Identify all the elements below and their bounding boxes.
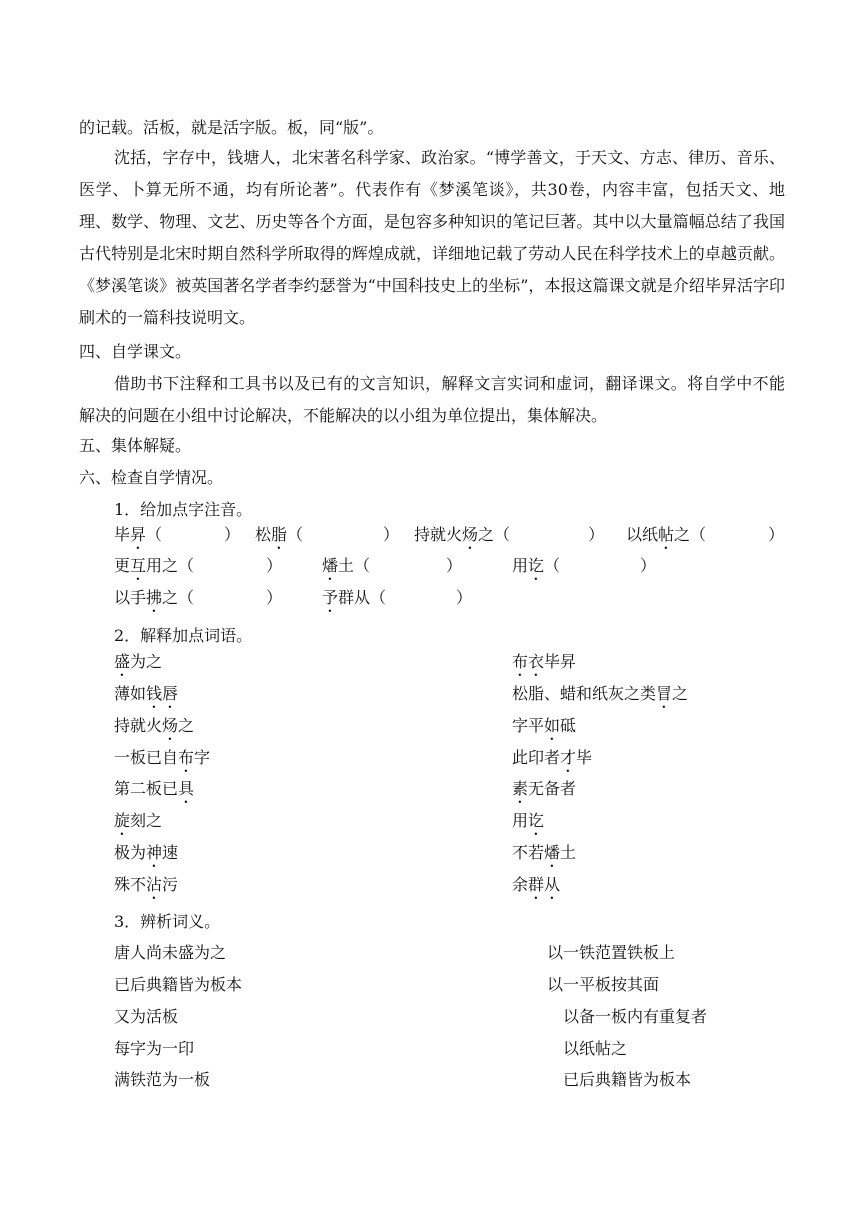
- section4-heading: 四、自学课文。: [79, 342, 192, 361]
- emphasized-word: 神: [146, 843, 163, 862]
- q1-item: 持就火炀之（ ）: [414, 525, 605, 544]
- emphasized-word: 讫: [528, 811, 545, 830]
- q2-left-item: 第二板已具: [114, 779, 195, 798]
- q3-right-item: 以一平板按其面: [547, 975, 660, 994]
- q2-left-item: 殊不沾污: [114, 875, 179, 894]
- emphasized-char: 讫: [528, 556, 545, 575]
- q1-item: 予群从（ ）: [322, 588, 473, 607]
- section6-heading: 六、检查自学情况。: [79, 468, 224, 487]
- q2-right-item: 此印者才毕: [512, 748, 593, 767]
- emphasized-char: 拂: [146, 588, 163, 607]
- emphasized-char: 互: [130, 556, 147, 575]
- q2-right-item: 不若燔土: [512, 843, 577, 862]
- q1-item: 毕昇（ ）: [114, 525, 241, 544]
- q3-right-item: 以备一板内有重复者: [563, 1007, 708, 1026]
- q2-left-item: 旋刻之: [114, 811, 163, 830]
- q2-title: 2．解释加点词语。: [114, 626, 253, 645]
- q3-left-item: 每字为一印: [114, 1039, 195, 1058]
- q1-item: 以纸帖之（ ）: [626, 525, 785, 544]
- q2-left-item: 极为神速: [114, 843, 179, 862]
- section5-heading: 五、集体解疑。: [79, 436, 192, 455]
- emphasized-char: 帖: [658, 525, 675, 544]
- q2-left-item: 薄如钱唇: [114, 684, 179, 703]
- q3-left-item: 已后典籍皆为板本: [114, 975, 243, 994]
- q1-item: 用讫（ ）: [512, 556, 657, 575]
- q1-title: 1．给加点字注音。: [114, 500, 253, 519]
- emphasized-word: 布衣: [512, 652, 545, 671]
- emphasized-word: 冒: [656, 684, 673, 703]
- q2-right-item: 松脂、蜡和纸灰之类冒之: [512, 684, 689, 703]
- emphasized-char: 脂: [271, 525, 288, 544]
- emphasized-char: 炀: [462, 525, 479, 544]
- emphasized-char: 燔: [322, 556, 339, 575]
- q3-right-item: 已后典籍皆为板本: [563, 1070, 692, 1089]
- emphasized-word: 群从: [528, 875, 561, 894]
- q3-left-item: 又为活板: [114, 1007, 179, 1026]
- q2-right-item: 余群从: [512, 875, 561, 894]
- q3-right-item: 以纸帖之: [563, 1039, 628, 1058]
- emphasized-word: 燔: [544, 843, 561, 862]
- emphasized-word: 才: [560, 748, 577, 767]
- q1-item: 更互用之（ ）: [114, 556, 283, 575]
- emphasized-word: 盛: [114, 652, 131, 671]
- q2-left-item: 一板已自布字: [114, 748, 211, 767]
- emphasized-word: 沾: [146, 875, 163, 894]
- emphasized-char: 予: [322, 588, 339, 607]
- emphasized-word: 具: [178, 779, 195, 798]
- q3-title: 3．辨析词义。: [114, 912, 221, 931]
- intro-tail-line: 的记载。活板，就是活字版。板，同“版”。: [79, 118, 384, 137]
- emphasized-word: 炀: [162, 716, 179, 735]
- shen-kuo-paragraph: 沈括，字存中，钱塘人，北宋著名科学家、政治家。“博学善文，于天文、方志、律历、音乐、医学、卜算无所不通，均有所论著”。代表作有《梦溪笔谈》，共30卷，内容丰富，包括天文、地理、数学、物理、文艺、历史等各个方面，是包容多种知识的笔记巨著。其中以大量篇幅总结了我国古代特别是北宋时期自然科学所取得的辉煌成就，详细地记载了劳动人民在科学技术上的卓越贡献。《梦溪笔谈》被英国著名学者李约瑟誉为“中国科技史上的坐标”，本报这篇课文就是介绍毕昇活字印刷术的一篇科技说明文。: [79, 148, 785, 327]
- emphasized-word: 素: [512, 779, 529, 798]
- q3-right-item: 以一铁范置铁板上: [547, 943, 676, 962]
- emphasized-char: 昇: [130, 525, 147, 544]
- q2-right-item: 布衣毕昇: [512, 652, 577, 671]
- q2-right-item: 用讫: [512, 811, 545, 830]
- q2-left-item: 持就火炀之: [114, 716, 195, 735]
- q2-left-item: 盛为之: [114, 652, 163, 671]
- emphasized-word: 旋: [114, 811, 131, 830]
- q2-right-item: 素无备者: [512, 779, 577, 798]
- q3-left-item: 满铁范为一板: [114, 1070, 211, 1089]
- q1-item: 松脂（ ）: [255, 525, 400, 544]
- q3-left-item: 唐人尚未盛为之: [114, 943, 227, 962]
- q1-item: 以手拂之（ ）: [114, 588, 283, 607]
- emphasized-word: 布: [178, 748, 195, 767]
- section4-body: 借助书下注释和工具书以及已有的文言知识，解释文言实词和虚词，翻译课文。将自学中不能解决的问题在小组中讨论解决，不能解决的以小组为单位提出，集体解决。: [79, 374, 785, 425]
- q1-item: 燔土（ ）: [322, 556, 463, 575]
- emphasized-word: 钱唇: [146, 684, 179, 703]
- q2-right-item: 字平如砥: [512, 716, 577, 735]
- emphasized-word: 如: [544, 716, 561, 735]
